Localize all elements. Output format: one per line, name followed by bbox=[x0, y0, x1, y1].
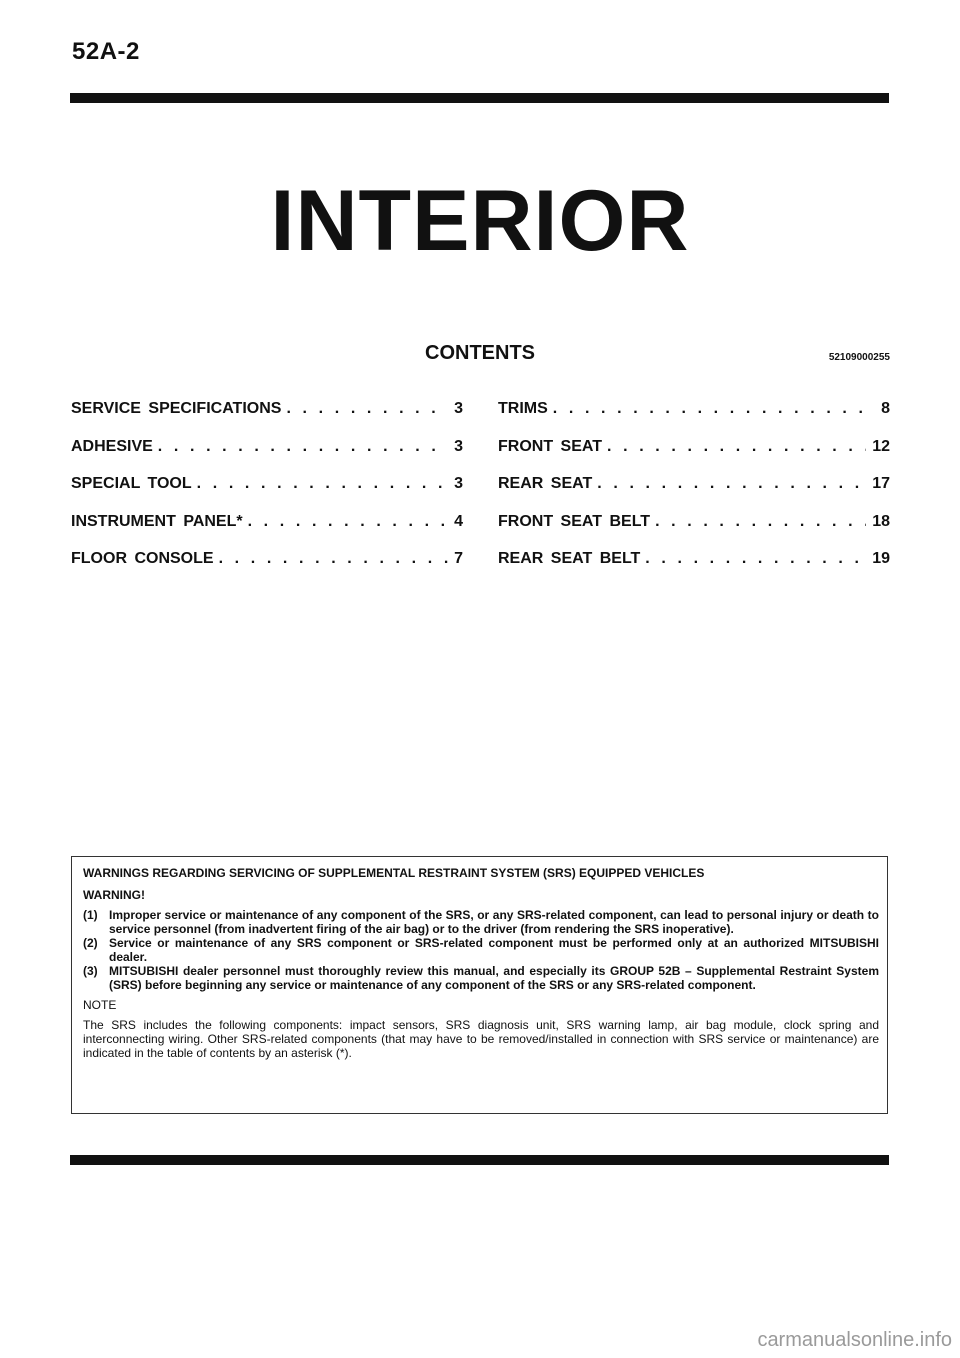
toc-item-title: REAR SEAT BELT bbox=[498, 550, 641, 567]
toc-item-special-tool[interactable] bbox=[71, 475, 463, 513]
toc-item-title: INSTRUMENT PANEL* bbox=[71, 512, 243, 530]
toc-item-title: SERVICE SPECIFICATIONS bbox=[71, 400, 282, 417]
toc-item-title: FRONT SEAT BELT bbox=[498, 512, 651, 530]
toc-item-page: 4 bbox=[454, 512, 463, 530]
warning-item-number: (1) bbox=[83, 908, 98, 922]
toc-right-column bbox=[498, 400, 890, 588]
toc-item-page: 12 bbox=[872, 437, 890, 455]
toc-item-floor-console[interactable] bbox=[71, 550, 463, 588]
note-text: The SRS includes the following components: impact sensors, SRS diagnosis unit, SRS warning lamp, air bag module, clock spring and interconnecting wiring. Other SRS-related components (that may have to be removed/installed in connection with SRS service or maintenance) are indicated in the table of contents by an asterisk (*). bbox=[83, 1018, 879, 1060]
toc-leader bbox=[197, 475, 448, 493]
toc-item-title: TRIMS bbox=[498, 400, 548, 417]
toc-item-title: FLOOR CONSOLE bbox=[71, 550, 214, 567]
toc-item-page: 3 bbox=[454, 400, 463, 417]
toc-item-adhesive[interactable] bbox=[71, 438, 463, 476]
toc-left-column bbox=[71, 400, 463, 588]
toc-item-title: SPECIAL TOOL bbox=[71, 475, 192, 492]
warning-item bbox=[83, 936, 879, 964]
warning-item-text: Improper service or maintenance of any component of the SRS, or any SRS-related component, can lead to personal injury or death to service personnel (from inadvertent firing of the air bag) or to the driver (from rendering the SRS inoperative). bbox=[109, 908, 879, 936]
note-label: NOTE bbox=[83, 998, 117, 1012]
toc-item-page: 19 bbox=[872, 550, 890, 567]
toc-item-page: 7 bbox=[454, 550, 463, 567]
warning-heading: WARNINGS REGARDING SERVICING OF SUPPLEMENTAL RESTRAINT SYSTEM (SRS) EQUIPPED VEHICLES bbox=[83, 866, 705, 880]
toc-item-title: REAR SEAT bbox=[498, 475, 593, 492]
toc-item-page: 3 bbox=[454, 437, 463, 455]
toc-item-front-seat-belt[interactable] bbox=[498, 513, 890, 551]
toc-item-page: 18 bbox=[872, 512, 890, 530]
contents-code: 52109000255 bbox=[828, 352, 890, 363]
watermark: carmanualsonline.info bbox=[757, 1329, 952, 1351]
toc-item-rear-seat-belt[interactable] bbox=[498, 550, 890, 588]
toc-leader bbox=[607, 438, 866, 456]
toc-item-rear-seat[interactable] bbox=[498, 475, 890, 513]
toc-item-title: ADHESIVE bbox=[71, 437, 153, 455]
toc-item-title: FRONT SEAT bbox=[498, 437, 603, 455]
warning-item-number: (2) bbox=[83, 936, 98, 950]
page-title: INTERIOR bbox=[270, 173, 690, 269]
warning-item-text: Service or maintenance of any SRS component or SRS-related component must be performed only at an authorized MITSUBISHI dealer. bbox=[109, 936, 879, 964]
toc-leader bbox=[248, 513, 449, 531]
contents-heading: CONTENTS bbox=[425, 342, 535, 364]
warning-label: WARNING! bbox=[83, 888, 145, 902]
toc-item-front-seat[interactable] bbox=[498, 438, 890, 476]
toc-leader bbox=[655, 513, 866, 531]
warning-item-text: MITSUBISHI dealer personnel must thoroughly review this manual, and especially its GROUP 52B – Supplemental Restraint System (SRS) before beginning any service or maintenance of any component of the SRS or any SRS-related component. bbox=[109, 964, 879, 992]
warning-item-number: (3) bbox=[83, 964, 98, 978]
page-number: 52A-2 bbox=[72, 38, 140, 65]
toc-item-trims[interactable] bbox=[498, 400, 890, 438]
bottom-divider bbox=[70, 1155, 889, 1165]
warning-item bbox=[83, 908, 879, 936]
top-divider bbox=[70, 93, 889, 103]
toc-item-instrument-panel[interactable] bbox=[71, 513, 463, 551]
toc-leader bbox=[597, 475, 866, 493]
toc-item-service-specifications[interactable] bbox=[71, 400, 463, 438]
toc-leader bbox=[286, 400, 448, 418]
toc-leader bbox=[219, 550, 449, 568]
toc-item-page: 8 bbox=[881, 400, 890, 417]
toc-leader bbox=[553, 400, 875, 418]
toc-item-page: 17 bbox=[872, 475, 890, 492]
toc-leader bbox=[645, 550, 866, 568]
toc-leader bbox=[158, 438, 448, 456]
toc-item-page: 3 bbox=[454, 475, 463, 492]
warning-item bbox=[83, 964, 879, 992]
srs-warning-box bbox=[71, 856, 888, 1114]
